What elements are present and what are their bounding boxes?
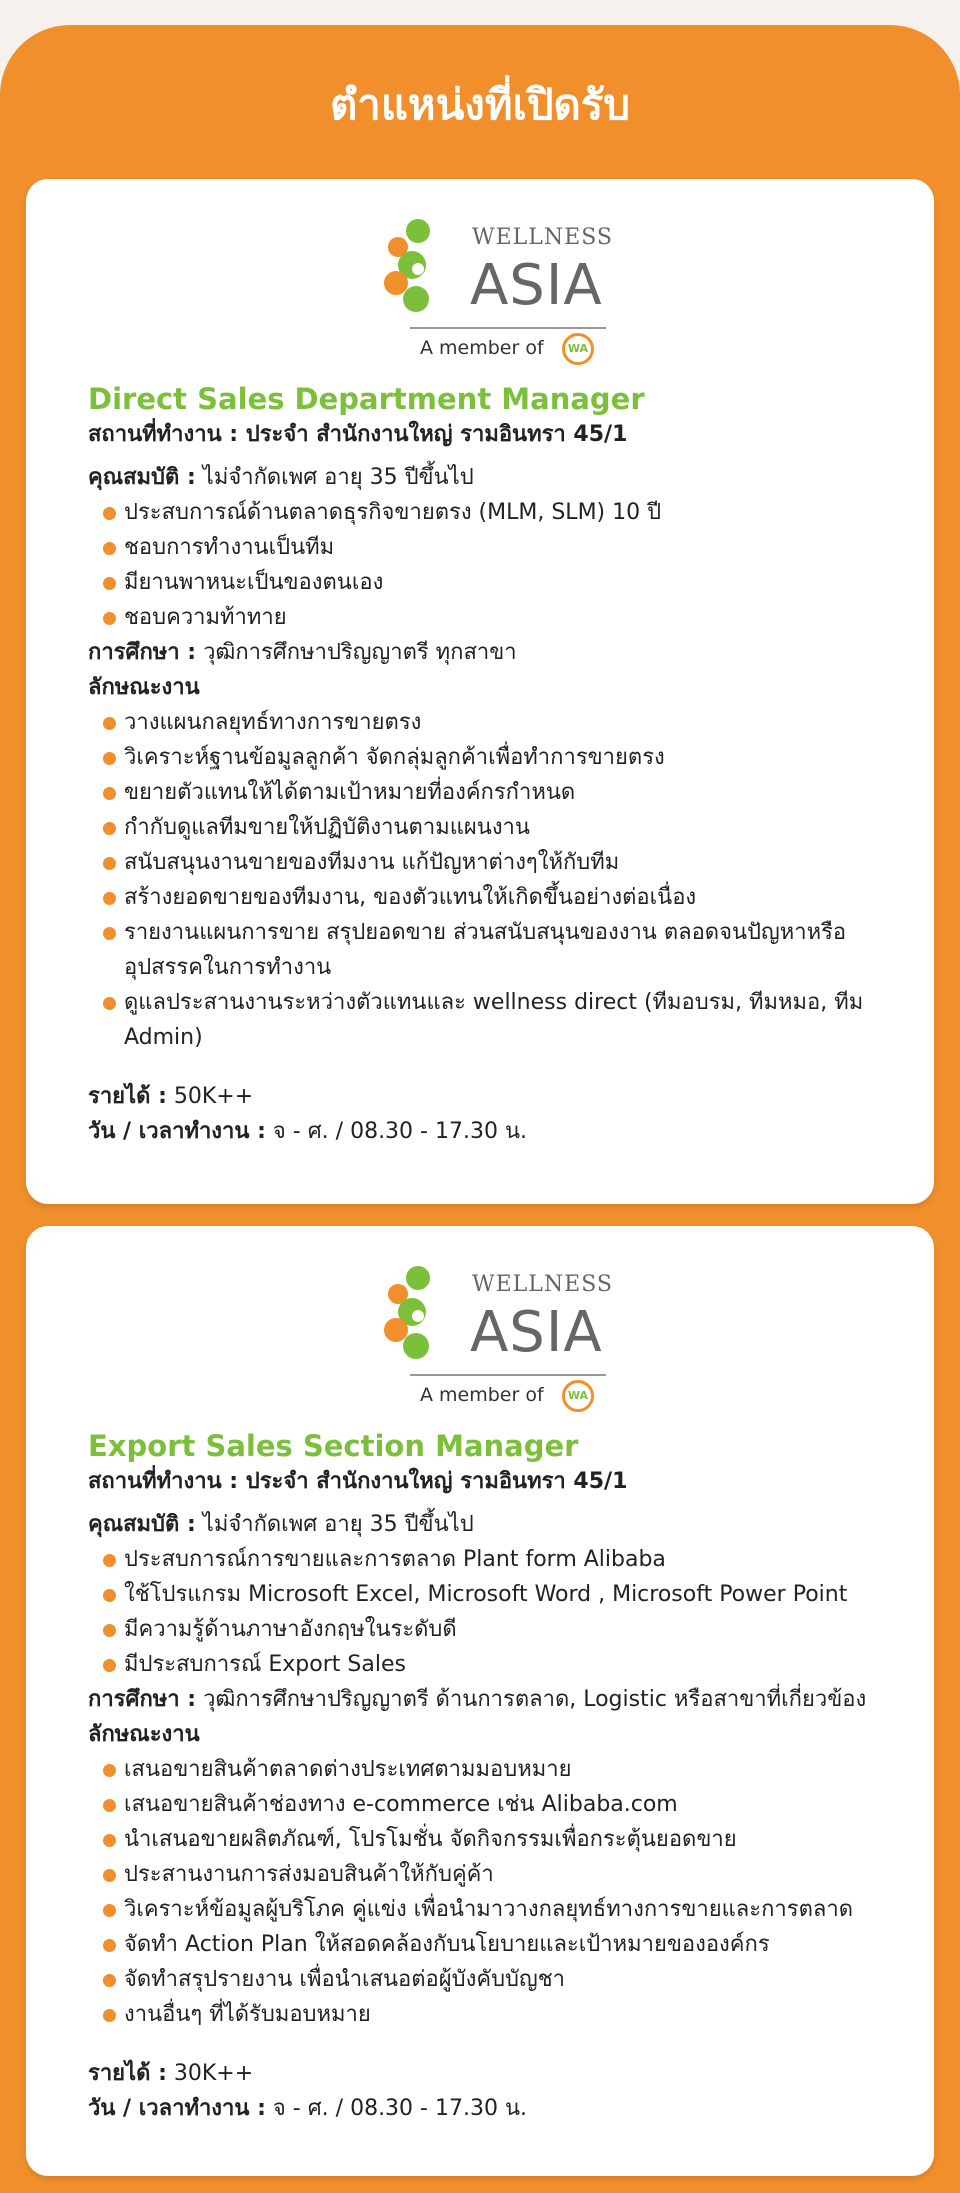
hours-value: จ - ศ. / 08.30 - 17.30 น. — [265, 1119, 527, 1144]
list-item: วิเคราะห์ฐานข้อมูลลูกค้า จัดกลุ่มลูกค้าเพื่อทำการขายตรง — [88, 740, 918, 775]
qualification-value: ไม่จำกัดเพศ อายุ 35 ปีขึ้นไป — [195, 1512, 474, 1537]
duties-list — [88, 1752, 918, 2032]
list-item: จัดทำสรุปรายงาน เพื่อนำเสนอต่อผู้บังคับบัญชา — [88, 1962, 918, 1997]
hours-line — [88, 2091, 918, 2126]
list-item: ชอบความท้าทาย — [88, 600, 918, 635]
education-line — [88, 635, 918, 670]
job-content — [88, 381, 918, 1149]
qualification-label: คุณสมบัติ : — [88, 465, 196, 490]
list-item: ใช้โปรแกรม Microsoft Excel, Microsoft Word , Microsoft Power Point — [88, 1577, 918, 1612]
salary-value: 50K++ — [166, 1084, 254, 1109]
qualification-value: ไม่จำกัดเพศ อายุ 35 ปีขึ้นไป — [195, 465, 474, 490]
logo-wellness-text: WELLNESS — [472, 1272, 613, 1297]
list-item: วางแผนกลยุทธ์ทางการขายตรง — [88, 705, 918, 740]
qualification-label: คุณสมบัติ : — [88, 1512, 196, 1537]
hours-label: วัน / เวลาทำงาน : — [88, 1119, 266, 1144]
logo-divider — [410, 1374, 606, 1376]
education-value: วุฒิการศึกษาปริญญาตรี ด้านการตลาด, Logistic หรือสาขาที่เกี่ยวข้อง — [196, 1687, 867, 1712]
list-item: ขยายตัวแทนให้ได้ตามเป้าหมายที่องค์กรกำหนด — [88, 775, 918, 810]
education-value: วุฒิการศึกษาปริญญาตรี ทุกสาขา — [196, 640, 517, 665]
leaf-mark-icon — [384, 1264, 474, 1374]
hours-value: จ - ศ. / 08.30 - 17.30 น. — [265, 2096, 527, 2121]
list-item: ชอบการทำงานเป็นทีม — [88, 530, 918, 565]
list-item: มียานพาหนะเป็นของตนเอง — [88, 565, 918, 600]
duties-label: ลักษณะงาน — [88, 675, 200, 700]
education-line — [88, 1682, 918, 1717]
education-label: การศึกษา : — [88, 1687, 197, 1712]
list-item: มีประสบการณ์ Export Sales — [88, 1647, 918, 1682]
wa-badge-icon: WA — [562, 333, 594, 365]
leaf-mark-icon — [384, 217, 474, 327]
job-title: Export Sales Section Manager — [88, 1429, 579, 1463]
wellness-asia-logo — [384, 1254, 613, 1414]
list-item: จัดทำ Action Plan ให้สอดคล้องกับนโยบายและเป้าหมายขององค์กร — [88, 1927, 918, 1962]
logo-wellness-text: WELLNESS — [472, 225, 613, 250]
list-item: สร้างยอดขายของทีมงาน, ของตัวแทนให้เกิดขึ้นอย่างต่อเนื่อง — [88, 880, 918, 915]
job-title: Direct Sales Department Manager — [88, 382, 645, 416]
qualification-line — [88, 1507, 918, 1542]
hours-line — [88, 1114, 918, 1149]
list-item: งานอื่นๆ ที่ได้รับมอบหมาย — [88, 1997, 918, 2032]
list-item: เสนอขายสินค้าตลาดต่างประเทศตามมอบหมาย — [88, 1752, 918, 1787]
list-item: เสนอขายสินค้าช่องทาง e-commerce เช่น Alibaba.com — [88, 1787, 918, 1822]
job-location: สถานที่ทำงาน : ประจำ สำนักงานใหญ่ รามอินทรา 45/1 — [88, 422, 628, 447]
logo-divider — [410, 327, 606, 329]
list-item: ประสานงานการส่งมอบสินค้าให้กับคู่ค้า — [88, 1857, 918, 1892]
job-card-direct-sales — [26, 179, 934, 1204]
salary-label: รายได้ : — [88, 2061, 167, 2086]
list-item: ประสบการณ์ด้านตลาดธุรกิจขายตรง (MLM, SLM) 10 ปี — [88, 495, 918, 530]
logo-member-of: A member of — [420, 337, 544, 359]
logo-member-of: A member of — [420, 1384, 544, 1406]
list-item: ดูแลประสานงานระหว่างตัวแทนและ wellness direct (ทีมอบรม, ทีมหมอ, ทีม Admin) — [88, 985, 918, 1055]
list-item: รายงานแผนการขาย สรุปยอดขาย ส่วนสนับสนุนของงาน ตลอดจนปัญหาหรืออุปสรรคในการทำงาน — [88, 915, 918, 985]
hours-label: วัน / เวลาทำงาน : — [88, 2096, 266, 2121]
job-location: สถานที่ทำงาน : ประจำ สำนักงานใหญ่ รามอินทรา 45/1 — [88, 1469, 628, 1494]
salary-label: รายได้ : — [88, 1084, 167, 1109]
qualification-list — [88, 495, 918, 635]
wa-badge-icon: WA — [562, 1380, 594, 1412]
logo-asia-text: ASIA — [470, 253, 603, 318]
qualification-line — [88, 460, 918, 495]
list-item: วิเคราะห์ข้อมูลผู้บริโภค คู่แข่ง เพื่อนำมาวางกลยุทธ์ทางการขายและการตลาด — [88, 1892, 918, 1927]
duties-list — [88, 705, 918, 1055]
list-item: ประสบการณ์การขายและการตลาด Plant form Alibaba — [88, 1542, 918, 1577]
salary-line — [88, 2056, 918, 2091]
list-item: มีความรู้ด้านภาษาอังกฤษในระดับดี — [88, 1612, 918, 1647]
wellness-asia-logo — [384, 207, 613, 367]
list-item: กำกับดูแลทีมขายให้ปฏิบัติงานตามแผนงาน — [88, 810, 918, 845]
duties-label: ลักษณะงาน — [88, 1722, 200, 1747]
logo-asia-text: ASIA — [470, 1300, 603, 1365]
list-item: นำเสนอขายผลิตภัณฑ์, โปรโมชั่น จัดกิจกรรมเพื่อกระตุ้นยอดขาย — [88, 1822, 918, 1857]
salary-line — [88, 1079, 918, 1114]
salary-value: 30K++ — [166, 2061, 254, 2086]
job-card-export-sales — [26, 1226, 934, 2176]
list-item: สนับสนุนงานขายของทีมงาน แก้ปัญหาต่างๆให้กับทีม — [88, 845, 918, 880]
page-heading: ตำแหน่งที่เปิดรับ — [329, 80, 631, 129]
qualification-list — [88, 1542, 918, 1682]
education-label: การศึกษา : — [88, 640, 197, 665]
job-content — [88, 1428, 918, 2126]
